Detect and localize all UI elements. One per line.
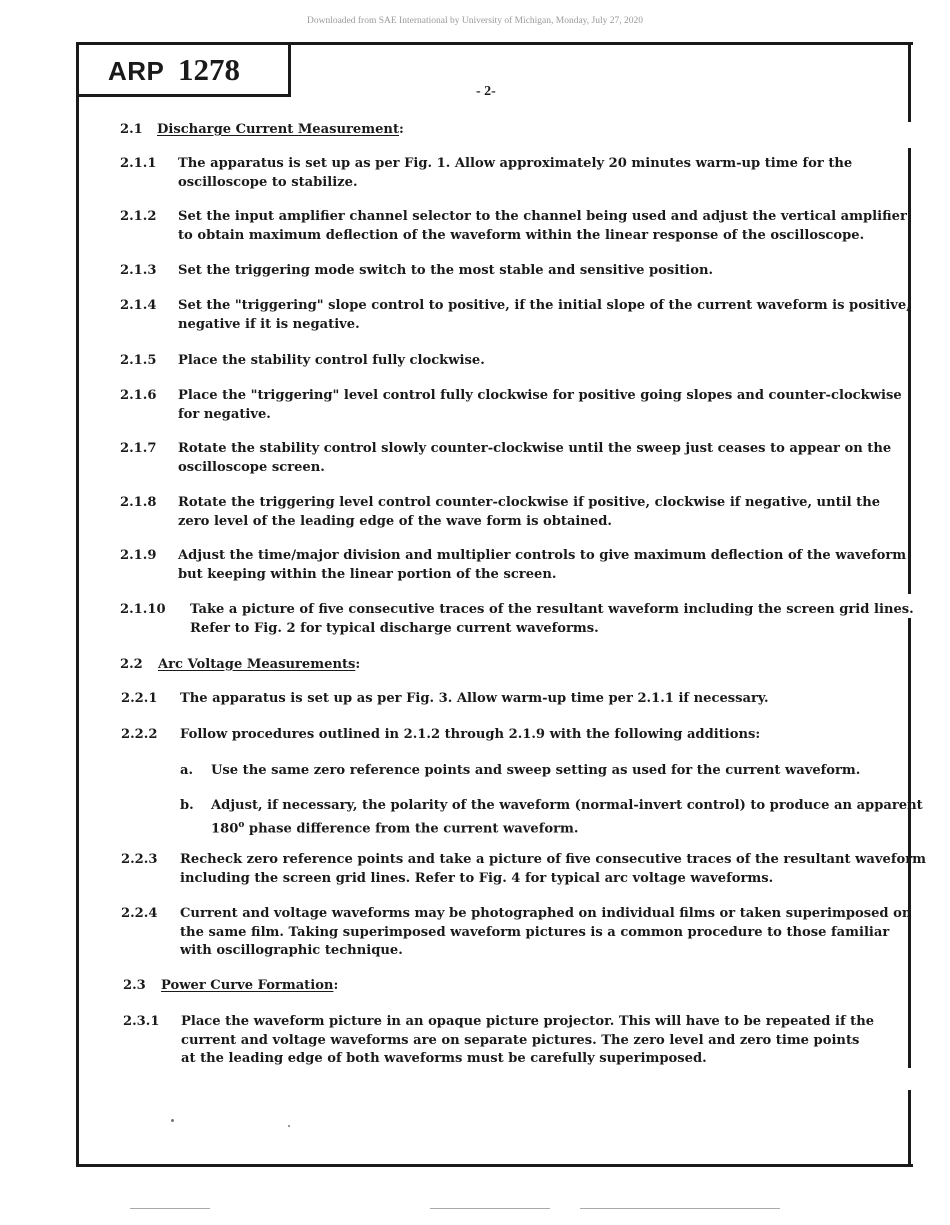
section-number: 2.1 [120, 122, 143, 137]
scan-artifact-line [130, 1208, 210, 1209]
sub-item-letter: b. [180, 798, 194, 813]
item-number: 2.2.1 [121, 691, 158, 706]
item-text: Set the input amplifier channel selector to the channel being used and adjust the vertical amplifier to obtain maximum deflection of the waveform within the linear response of the oscilloscope. [178, 209, 907, 243]
item-text: Place the stability control fully clockwise. [178, 353, 485, 368]
doc-prefix: ARP [108, 56, 165, 86]
download-watermark: Downloaded from SAE International by University of Michigan, Monday, July 27, 2020 [306, 16, 644, 26]
item-text: Current and voltage waveforms may be photographed on individual films or taken superimposed on the same film. Taking superimposed waveform pictures is a common procedure to those familiar with oscillographic technique. [180, 906, 912, 958]
item-number: 2.3.1 [123, 1014, 160, 1029]
doc-number: 1278 [178, 52, 240, 87]
item-text: Adjust, if necessary, the polarity of the waveform (normal-invert control) to produce an apparent 180$^o$ phase difference from the current waveform. [211, 798, 923, 836]
item-number: 2.1.5 [120, 353, 157, 368]
section-title: Arc Voltage Measurements: [158, 657, 361, 672]
item-number: 2.1.2 [120, 209, 157, 224]
item-number: 2.1.10 [120, 602, 166, 617]
revision-bar [908, 1090, 911, 1164]
item-text: The apparatus is set up as per Fig. 1. Allow approximately 20 minutes warm-up time for the oscilloscope to stabilize. [178, 156, 853, 190]
item-number: 2.1.1 [120, 156, 157, 171]
scan-artifact-line [580, 1208, 780, 1209]
revision-bar [908, 42, 911, 122]
section-number: 2.2 [120, 657, 143, 672]
item-text: Take a picture of five consecutive traces of the resultant waveform including the screen grid lines. Refer to Fig. 2 for typical discharge current waveforms. [190, 602, 914, 636]
item-text: Recheck zero reference points and take a picture of five consecutive traces of the resultant waveform including the screen grid lines. Refer to Fig. 4 for typical arc voltage waveforms. [180, 852, 926, 886]
item-number: 2.1.8 [120, 495, 157, 510]
item-text: Follow procedures outlined in 2.1.2 through 2.1.9 with the following additions: [180, 727, 761, 742]
item-number: 2.1.4 [120, 298, 157, 313]
item-text: Place the "triggering" level control fully clockwise for positive going slopes and counter-clockwise for negative. [178, 388, 902, 422]
item-text: Use the same zero reference points and sweep setting as used for the current waveform. [211, 763, 861, 778]
scan-speck [171, 1119, 174, 1122]
page-number: - 2- [476, 84, 496, 99]
item-text: Set the triggering mode switch to the most stable and sensitive position. [178, 263, 714, 278]
scan-artifact-line [430, 1208, 550, 1209]
section-title: Power Curve Formation: [161, 978, 339, 993]
revision-bar [908, 148, 911, 594]
item-number: 2.1.3 [120, 263, 157, 278]
item-number: 2.2.3 [121, 852, 158, 867]
document-id-box [76, 42, 291, 97]
sub-item-letter: a. [180, 763, 194, 778]
item-text: The apparatus is set up as per Fig. 3. Allow warm-up time per 2.1.1 if necessary. [180, 691, 769, 706]
item-text: Set the "triggering" slope control to positive, if the initial slope of the current waveform is positive, negative if it is negative. [178, 298, 911, 332]
item-number: 2.1.7 [120, 441, 157, 456]
item-number: 2.1.6 [120, 388, 157, 403]
item-text: Rotate the stability control slowly counter-clockwise until the sweep just ceases to appear on the oscilloscope screen. [178, 441, 892, 475]
scan-speck [288, 1125, 290, 1127]
section-title: Discharge Current Measurement: [157, 122, 404, 137]
item-text: Rotate the triggering level control counter-clockwise if positive, clockwise if negative, until the zero level of the leading edge of the wave form is obtained. [178, 495, 881, 529]
revision-bar [908, 618, 911, 1068]
item-number: 2.1.9 [120, 548, 157, 563]
item-number: 2.2.2 [121, 727, 158, 742]
item-text: Adjust the time/major division and multiplier controls to give maximum deflection of the waveform but keeping within the linear portion of the screen. [178, 548, 907, 582]
item-number: 2.2.4 [121, 906, 158, 921]
section-number: 2.3 [123, 978, 146, 993]
item-text: Place the waveform picture in an opaque picture projector. This will have to be repeated if the current and voltage waveforms are on separate pictures. The zero level and zero time points at the leading edge of both waveforms must be carefully superimposed. [181, 1014, 875, 1066]
